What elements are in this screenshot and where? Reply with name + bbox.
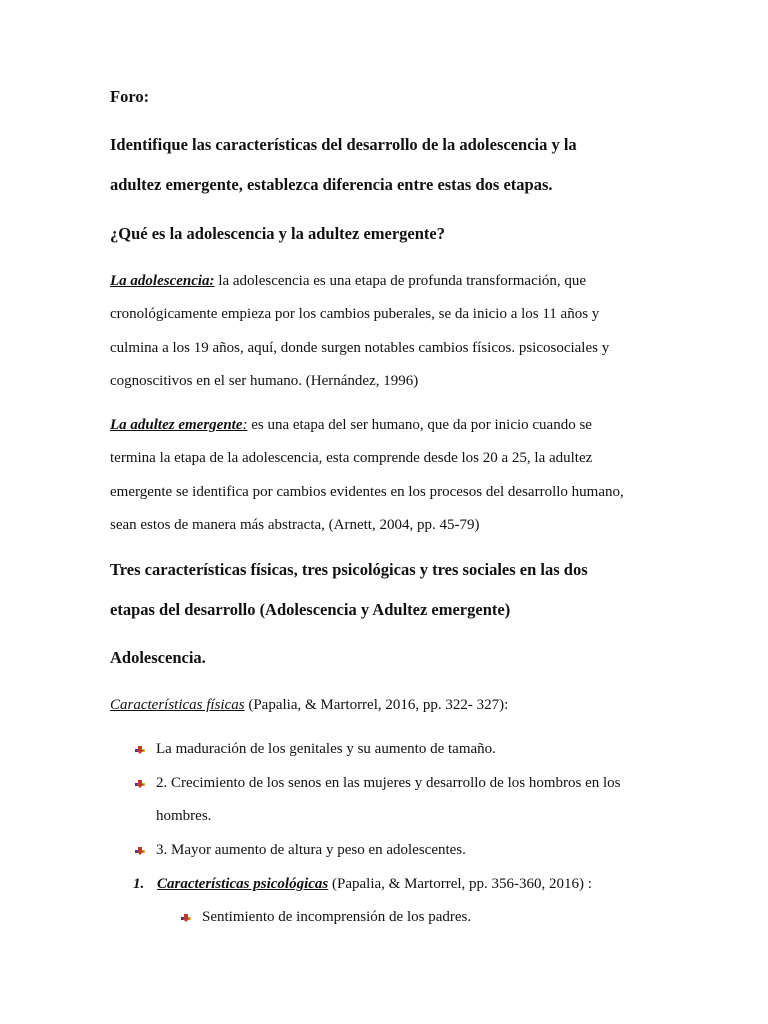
adultez-definition-line-2: termina la etapa de la adolescencia, esta comprende desde los 20 a 25, la adultez bbox=[110, 450, 593, 466]
adolescencia-definition-line-4: cognoscitivos en el ser humano. (Hernández, 1996) bbox=[110, 373, 419, 389]
section-heading-line-1: Tres características físicas, tres psicológicas y tres sociales en las dos bbox=[110, 560, 588, 579]
list-item: 3. Mayor aumento de altura y peso en adolescentes. bbox=[156, 842, 466, 858]
list-item: 2. Crecimiento de los senos en las mujeres y desarrollo de los hombros en los bbox=[156, 775, 621, 791]
question-heading: ¿Qué es la adolescencia y la adultez emergente? bbox=[110, 224, 445, 243]
psicologicas-citation: (Papalia, & Martorrel, pp. 356-360, 2016) : bbox=[328, 876, 592, 892]
fisicas-heading bbox=[110, 696, 508, 714]
adolescencia-definition-line-2: cronológicamente empieza por los cambios puberales, se da inicio a los 11 años y bbox=[110, 306, 600, 322]
adolescencia-heading: Adolescencia. bbox=[110, 648, 206, 667]
adultez-definition-line-3: emergente se identifica por cambios evidentes en los procesos del desarrollo humano, bbox=[110, 484, 624, 500]
fisicas-label: Características físicas bbox=[110, 697, 245, 713]
prompt-line-2: adultez emergente, establezca diferencia entre estas dos etapas. bbox=[110, 175, 553, 194]
psicologicas-label: Características psicológicas bbox=[157, 876, 329, 892]
adultez-term-colon: : bbox=[242, 417, 248, 433]
psicologicas-number: 1. bbox=[133, 876, 145, 892]
foro-label: Foro: bbox=[110, 87, 150, 106]
fisicas-citation: (Papalia, & Martorrel, 2016, pp. 322- 327): bbox=[244, 697, 509, 713]
adultez-text-1: es una etapa del ser humano, que da por inicio cuando se bbox=[247, 417, 592, 433]
arrow-bullet-icon bbox=[133, 775, 147, 789]
arrow-bullet-icon bbox=[133, 842, 147, 856]
adultez-definition-line-1 bbox=[110, 416, 592, 434]
list-item: La maduración de los genitales y su aumento de tamaño. bbox=[156, 741, 496, 757]
list-item-continuation: hombres. bbox=[156, 808, 212, 824]
adolescencia-definition-line-1 bbox=[110, 272, 586, 290]
adultez-definition-line-4: sean estos de manera más abstracta, (Arnett, 2004, pp. 45-79) bbox=[110, 517, 480, 533]
section-heading-line-2: etapas del desarrollo (Adolescencia y Adultez emergente) bbox=[110, 600, 511, 619]
adultez-term: La adultez emergente bbox=[110, 417, 243, 433]
adolescencia-text-1: la adolescencia es una etapa de profunda transformación, que bbox=[214, 273, 587, 289]
arrow-bullet-icon bbox=[133, 741, 147, 755]
list-item: Sentimiento de incomprensión de los padres. bbox=[202, 909, 472, 925]
prompt-line-1: Identifique las características del desarrollo de la adolescencia y la bbox=[110, 135, 577, 154]
psicologicas-heading bbox=[133, 875, 592, 893]
adolescencia-term: La adolescencia: bbox=[110, 273, 215, 289]
arrow-bullet-icon bbox=[179, 909, 193, 923]
adolescencia-definition-line-3: culmina a los 19 años, aquí, donde surgen notables cambios físicos. psicosociales y bbox=[110, 340, 610, 356]
